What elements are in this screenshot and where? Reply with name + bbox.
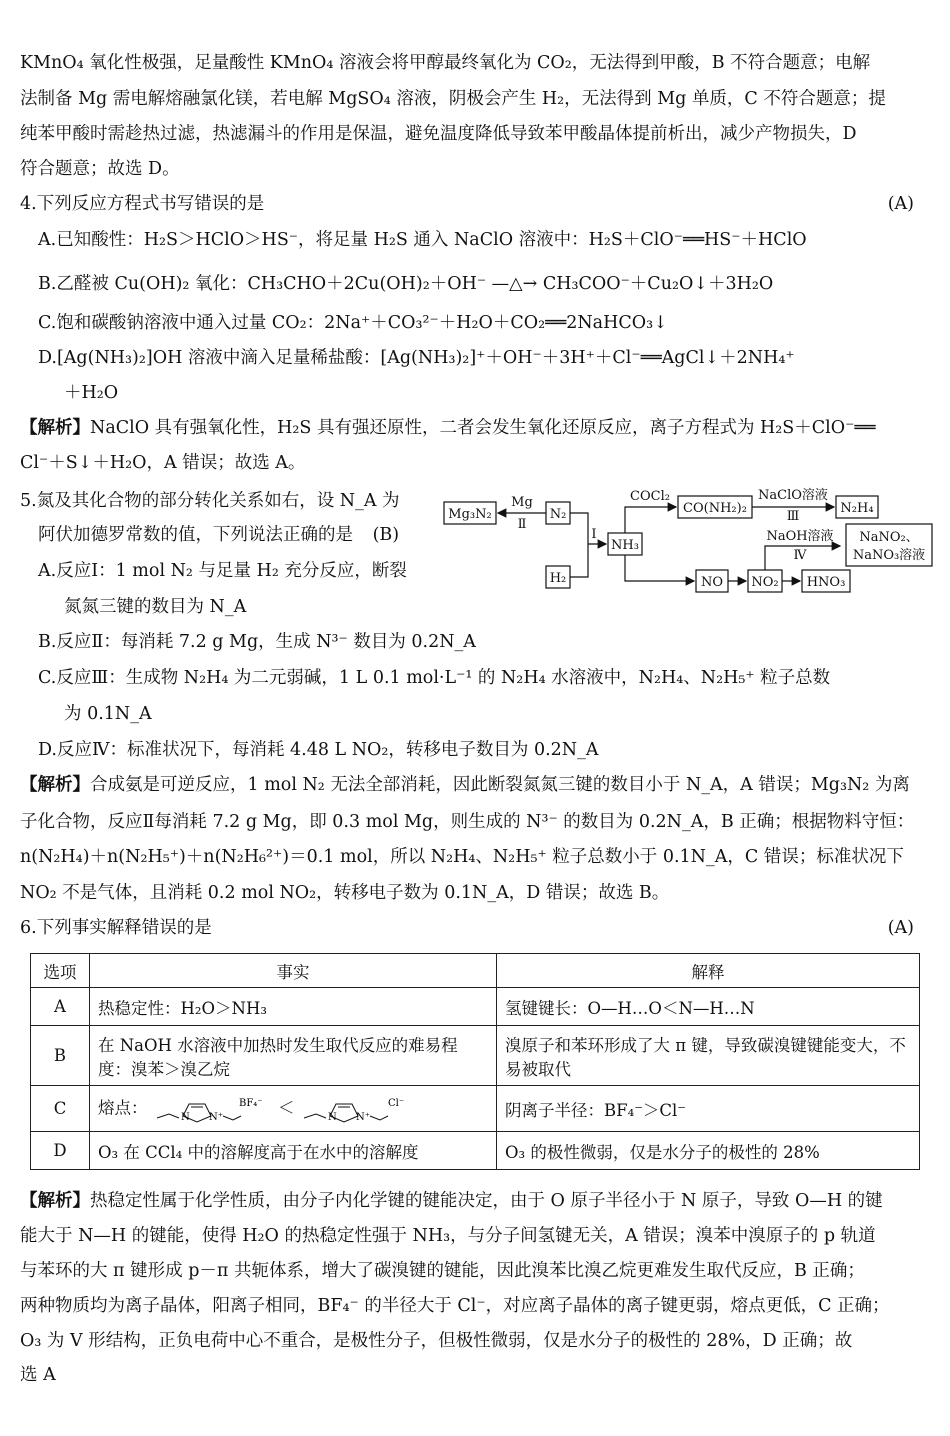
analysis-label: 【解析】 xyxy=(20,775,90,795)
analysis-label: 【解析】 xyxy=(20,418,90,438)
answer-label: (B) xyxy=(372,525,400,545)
reagent-cocl2: COCl₂ xyxy=(630,489,670,504)
analysis xyxy=(20,772,932,798)
analysis-text: 热稳定性属于化学性质，由分子内化学键的键能决定，由于 O 原子半径小于 N 原子，导致 O—H 的键 xyxy=(90,1191,883,1211)
question-stem-text: 阿伏加德罗常数的值，下列说法正确的是 xyxy=(38,525,353,545)
analysis-continued: 两种物质均为离子晶体，阳离子相同，BF₄⁻ 的半径大于 Cl⁻，对应离子晶体的离子键更弱，熔点更低，C 正确； xyxy=(20,1296,890,1316)
option-b: B.乙醛被 Cu(OH)₂ 氧化：CH₃CHO＋2Cu(OH)₂＋OH⁻ —△→ CH₃COO⁻＋Cu₂O↓＋3H₂O xyxy=(38,274,774,294)
row-option: C xyxy=(31,1086,90,1132)
analysis-label: 【解析】 xyxy=(20,1191,90,1211)
analysis-continued: NO₂ 不是气体，且消耗 0.2 mol NO₂，转移电子数为 0.1N_A，D 错误；故选 B。 xyxy=(20,883,670,903)
option-d: D.反应Ⅳ：标准状况下，每消耗 4.48 L NO₂，转移电子数目为 0.2N_A xyxy=(38,740,599,760)
n2h4-label: N₂H₄ xyxy=(840,501,874,516)
arrow-nh3-to-urea xyxy=(625,507,676,533)
option-d-continued: ＋H₂O xyxy=(64,383,119,403)
option-d: D.[Ag(NH₃)₂]OH 溶液中滴入足量稀盐酸：[Ag(NH₃)₂]⁺＋OH⁻＋3H⁺＋Cl⁻══AgCl↓＋2NH₄⁺ xyxy=(38,348,795,368)
analysis-continued: 选 A xyxy=(20,1365,56,1385)
table-row xyxy=(31,1132,920,1170)
reagent-mg: Mg xyxy=(511,495,533,510)
text-line: KMnO₄ 氧化性极强，足量酸性 KMnO₄ 溶液会将甲醇最终氧化为 CO₂，无法得到甲酸，B 不符合题意；电解 xyxy=(20,53,871,73)
analysis-continued: Cl⁻＋S↓＋H₂O，A 错误；故选 A。 xyxy=(20,453,306,473)
text-line: 符合题意；故选 D。 xyxy=(20,159,180,179)
facts-table xyxy=(30,953,920,1170)
option-c: C.饱和碳酸钠溶液中通入过量 CO₂：2Na⁺＋CO₃²⁻＋H₂O＋CO₂══2NaHCO₃↓ xyxy=(38,313,668,333)
reagent-naclo: NaClO溶液 xyxy=(758,488,828,503)
row-explanation: 阴离子半径：BF₄⁻＞Cl⁻ xyxy=(497,1086,920,1132)
imidazolium-bf4-structure-icon xyxy=(153,1094,273,1124)
row-fact: O₃ 在 CCl₄ 中的溶解度高于在水中的溶解度 xyxy=(90,1132,497,1170)
question-5-stem: 5.氮及其化合物的部分转化关系如右，设 N_A 为 xyxy=(20,491,400,511)
table-row xyxy=(31,1026,920,1086)
no-label: NO xyxy=(700,575,724,590)
analysis-continued: 能大于 N—H 的键能，使得 H₂O 的热稳定性强于 NH₃，与分子间氢键无关，A 错误；溴苯中溴原子的 p 轨道 xyxy=(20,1226,876,1246)
option-b: B.反应Ⅱ：每消耗 7.2 g Mg，生成 N³⁻ 数目为 0.2N_A xyxy=(38,632,476,652)
svg-text:N: N xyxy=(180,1111,190,1123)
less-than-sign: ＜ xyxy=(278,1098,295,1117)
question-6-stem xyxy=(20,915,932,941)
reaction-1-label: Ⅰ xyxy=(591,527,597,542)
row-explanation: 溴原子和苯环形成了大 π 键，导致碳溴键键能变大，不易被取代 xyxy=(497,1026,920,1086)
analysis-text: 合成氨是可逆反应，1 mol N₂ 无法全部消耗，因此断裂氮氮三键的数目小于 N_A，A 错误；Mg₃N₂ 为离 xyxy=(90,775,910,795)
analysis-continued: n(N₂H₄)＋n(N₂H₅⁺)＋n(N₂H₆²⁺)＝0.1 mol，所以 N₂H₄、N₂H₅⁺ 粒子总数小于 0.1N_A，C 错误；标准状况下 xyxy=(20,847,904,867)
salts-label-2: NaNO₃溶液 xyxy=(852,548,926,563)
row-option: D xyxy=(31,1132,90,1170)
mg3n2-label: Mg₃N₂ xyxy=(448,507,492,522)
analysis-continued: 与苯环的大 π 键形成 p－π 共轭体系，增大了碳溴键的键能，因此溴苯比溴乙烷更难发生取代反应，B 正确； xyxy=(20,1261,865,1281)
row-fact xyxy=(90,1086,497,1132)
row-explanation: 氢键键长：O—H…O＜N—H…N xyxy=(497,988,920,1026)
table-row xyxy=(31,988,920,1026)
row-fact: 热稳定性：H₂O＞NH₃ xyxy=(90,988,497,1026)
svg-text:N⁺: N⁺ xyxy=(208,1111,223,1123)
imidazolium-cl-structure-icon xyxy=(300,1094,410,1124)
row-option: B xyxy=(31,1026,90,1086)
cl-label: Cl⁻ xyxy=(387,1097,404,1109)
answer-label: (A) xyxy=(887,918,914,938)
analysis xyxy=(20,1188,932,1214)
option-a-continued: 氮氮三键的数目为 N_A xyxy=(64,597,247,617)
reaction-3-label: Ⅲ xyxy=(786,509,800,524)
reaction-4-label: Ⅳ xyxy=(793,548,807,563)
analysis-text: NaClO 具有强氧化性，H₂S 具有强还原性，二者会发生氧化还原反应，离子方程式为 H₂S＋ClO⁻══ xyxy=(90,418,876,438)
salts-label-1: NaNO₂、 xyxy=(859,530,919,545)
row-option: A xyxy=(31,988,90,1026)
svg-text:N: N xyxy=(327,1111,337,1123)
text-line: 纯苯甲酸时需趁热过滤，热滤漏斗的作用是保温，避免温度降低导致苯甲酸晶体提前析出，减少产物损失，D xyxy=(20,124,857,144)
question-stem-text: 6.下列事实解释错误的是 xyxy=(20,918,212,938)
header-fact: 事实 xyxy=(90,954,497,988)
no2-label: NO₂ xyxy=(751,575,779,590)
reagent-naoh: NaOH溶液 xyxy=(766,529,834,544)
n2-label: N₂ xyxy=(549,507,567,522)
answer-label: (A) xyxy=(887,194,914,214)
header-option: 选项 xyxy=(31,954,90,988)
analysis-continued: 子化合物，反应Ⅱ每消耗 7.2 g Mg，即 0.3 mol Mg，则生成的 N³⁻ 的数目为 0.2N_A，B 正确；根据物料守恒： xyxy=(20,812,915,832)
row-explanation: O₃ 的极性微弱，仅是水分子的极性的 28% xyxy=(497,1132,920,1170)
question-4-stem xyxy=(20,191,932,217)
row-fact: 在 NaOH 水溶液中加热时发生取代反应的难易程度：溴苯＞溴乙烷 xyxy=(90,1026,497,1086)
analysis-continued: O₃ 为 V 形结构，正负电荷中心不重合，是极性分子，但极性微弱，仅是水分子的极性的 28%，D 正确；故 xyxy=(20,1331,853,1351)
header-explanation: 解释 xyxy=(497,954,920,988)
option-c-continued: 为 0.1N_A xyxy=(64,704,152,724)
nh3-label: NH₃ xyxy=(611,538,639,553)
table-row xyxy=(31,1086,920,1132)
analysis xyxy=(20,415,932,441)
arrow-nh3-to-no xyxy=(625,555,694,581)
join-bracket xyxy=(570,513,588,577)
fact-prefix: 熔点： xyxy=(98,1098,148,1117)
option-a: A.已知酸性：H₂S＞HClO＞HS⁻，将足量 H₂S 通入 NaClO 溶液中：H₂S＋ClO⁻══HS⁻＋HClO xyxy=(38,230,807,250)
question-stem-text: 4.下列反应方程式书写错误的是 xyxy=(20,194,265,214)
text-line: 法制备 Mg 需电解熔融氯化镁，若电解 MgSO₄ 溶液，阴极会产生 H₂，无法得到 Mg 单质，C 不符合题意；提 xyxy=(20,89,886,109)
nitrogen-conversion-diagram xyxy=(440,484,936,602)
reaction-2-label: Ⅱ xyxy=(517,517,527,532)
bf4-label: BF₄⁻ xyxy=(238,1097,263,1109)
table-header-row xyxy=(31,954,920,988)
hno3-label: HNO₃ xyxy=(806,575,846,590)
svg-text:N⁺: N⁺ xyxy=(355,1111,370,1123)
option-a: A.反应Ⅰ：1 mol N₂ 与足量 H₂ 充分反应，断裂 xyxy=(38,561,407,581)
urea-label: CO(NH₂)₂ xyxy=(683,501,747,516)
h2-label: H₂ xyxy=(549,571,567,586)
option-c: C.反应Ⅲ：生成物 N₂H₄ 为二元弱碱，1 L 0.1 mol·L⁻¹ 的 N₂H₄ 水溶液中，N₂H₄、N₂H₅⁺ 粒子总数 xyxy=(38,668,831,688)
